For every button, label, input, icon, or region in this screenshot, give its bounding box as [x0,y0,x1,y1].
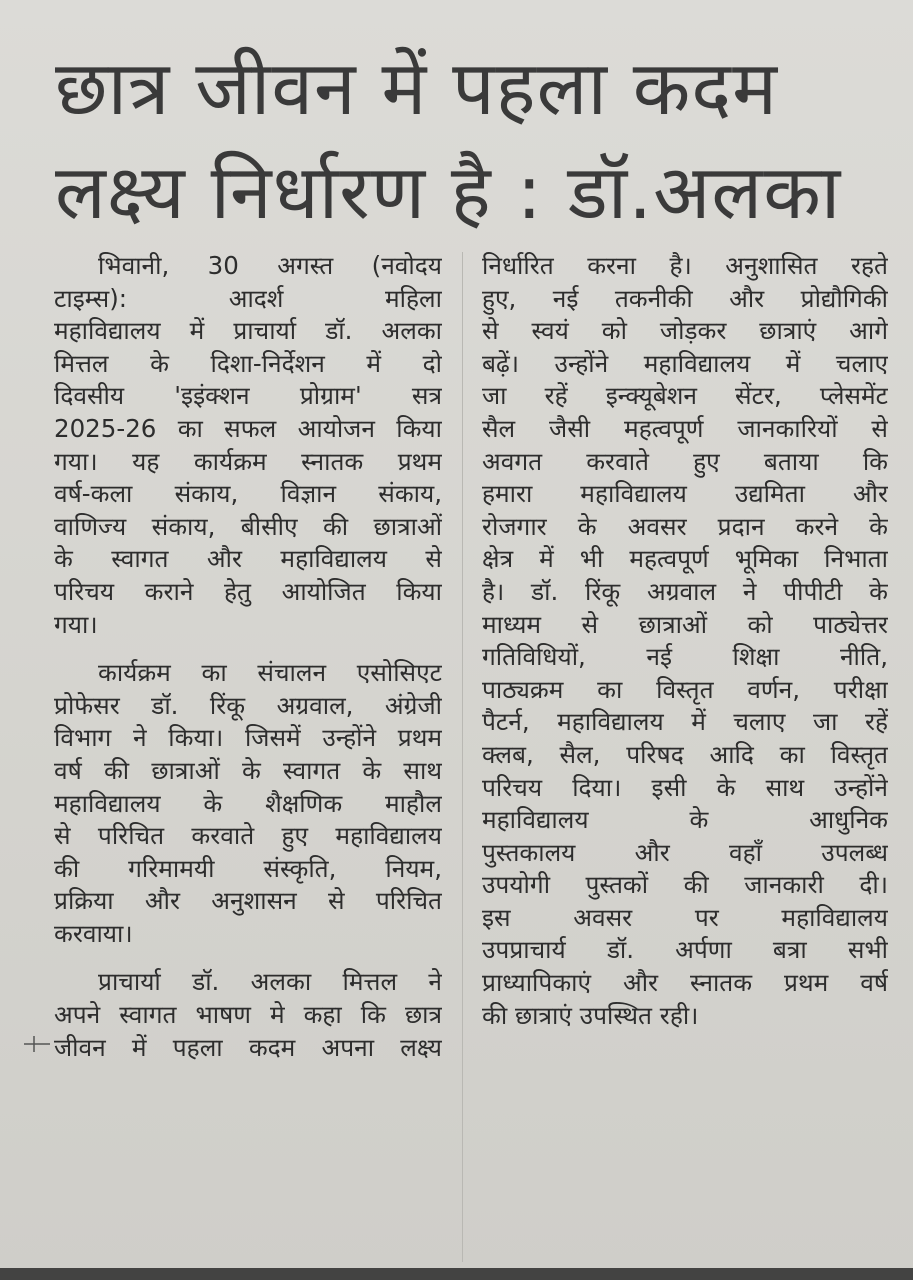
paragraph-3 [54,966,442,1064]
text-line: जीवन में पहला कदम अपना लक्ष्य [54,1032,442,1062]
text-line: क्लब, सैल, परिषद आदि का विस्तृत [482,739,888,769]
text-line: वर्ष-कला संकाय, विज्ञान संकाय, [54,479,442,509]
text-line: उपप्राचार्य डॉ. अर्पणा बत्रा सभी [482,935,888,965]
text-line: से स्वयं को जोड़कर छात्राएं आगे [482,316,888,346]
text-line: सैल जैसी महत्वपूर्ण जानकारियों से [482,413,888,443]
text-line: गतिविधियों, नई शिक्षा नीति, [482,642,888,672]
text-line: की छात्राएं उपस्थित रही। [482,1000,699,1030]
column-divider [462,252,463,1262]
text-line: अपने स्वागत भाषण मे कहा कि छात्र [54,1000,442,1030]
text-line: कार्यक्रम का संचालन एसोसिएट [98,658,442,688]
headline [55,36,905,244]
text-line: प्रोफेसर डॉ. रिंकू अग्रवाल, अंग्रेजी [54,690,442,720]
text-line: परिचय दिया। इसी के साथ उन्होंने [482,772,888,802]
left-column [54,250,442,1064]
text-line: हमारा महाविद्यालय उद्यमिता और [482,479,888,509]
text-line: पुस्तकालय और वहाँ उपलब्ध [482,837,888,867]
text-line: इस अवसर पर महाविद्यालय [482,902,888,932]
text-line: दिवसीय 'इइंक्शन प्रोग्राम' सत्र [54,381,442,411]
text-line: विभाग ने किया। जिसमें उन्होंने प्रथम [54,723,442,753]
paragraph-2 [54,657,442,950]
text-line: गया। [54,609,98,639]
text-line: प्राध्यापिकाएं और स्नातक प्रथम वर्ष [482,968,888,998]
text-line: जा रहें इन्क्यूबेशन सेंटर, प्लेसमेंट [482,381,888,411]
paragraph-gap [54,950,442,966]
text-line: प्राचार्या डॉ. अलका मित्तल ने [98,967,442,997]
text-line: पैटर्न, महाविद्यालय में चलाए जा रहें [482,707,888,737]
paragraph-1 [54,250,442,641]
text-line: अवगत करवाते हुए बताया कि [482,446,888,476]
paragraph-continued [482,250,888,1032]
text-line: महाविद्यालय में प्राचार्या डॉ. अलका [54,316,442,346]
pencil-mark [22,1034,52,1054]
text-line: से परिचित करवाते हुए महाविद्यालय [54,821,442,851]
text-line: 2025-26 का सफल आयोजन किया [54,413,442,443]
text-line: मित्तल के दिशा-निर्देशन में दो [54,348,442,378]
text-line: पाठ्यक्रम का विस्तृत वर्णन, परीक्षा [482,674,888,704]
text-line: के स्वागत और महाविद्यालय से [54,544,442,574]
text-line: परिचय कराने हेतु आयोजित किया [54,576,442,606]
text-line: क्षेत्र में भी महत्वपूर्ण भूमिका निभाता [482,544,888,574]
text-line: रोजगार के अवसर प्रदान करने के [482,511,888,541]
text-line: करवाया। [54,918,133,948]
text-line: माध्यम से छात्राओं को पाठ्येत्तर [482,609,888,639]
text-line: है। डॉ. रिंकू अग्रवाल ने पीपीटी के [482,576,888,606]
text-line: बढ़ें। उन्होंने महाविद्यालय में चलाए [482,348,888,378]
headline-line-1: छात्र जीवन में पहला कदम [55,44,778,132]
text-line: उपयोगी पुस्तकों की जानकारी दी। [482,870,888,900]
right-column [482,250,888,1032]
text-line: हुए, नई तकनीकी और प्रोद्यौगिकी [482,283,888,313]
text-line: टाइम्स): आदर्श महिला [54,283,442,313]
text-line: प्रक्रिया और अनुशासन से परिचित [54,886,442,916]
headline-line-2: लक्ष्य निर्धारण है : डॉ.अलका [55,148,842,236]
text-line: भिवानी, 30 अगस्त (नवोदय [98,251,442,280]
text-line: महाविद्यालय के आधुनिक [482,805,888,835]
text-line: वाणिज्य संकाय, बीसीए की छात्राओं [54,511,442,541]
paragraph-gap [54,641,442,657]
page-bottom-edge [0,1268,913,1280]
text-line: महाविद्यालय के शैक्षणिक माहौल [54,788,442,818]
text-line: की गरिमामयी संस्कृति, नियम, [54,853,442,883]
text-line: निर्धारित करना है। अनुशासित रहते [482,251,888,280]
text-line: वर्ष की छात्राओं के स्वागत के साथ [54,755,442,785]
text-line: गया। यह कार्यक्रम स्नातक प्रथम [54,446,442,476]
